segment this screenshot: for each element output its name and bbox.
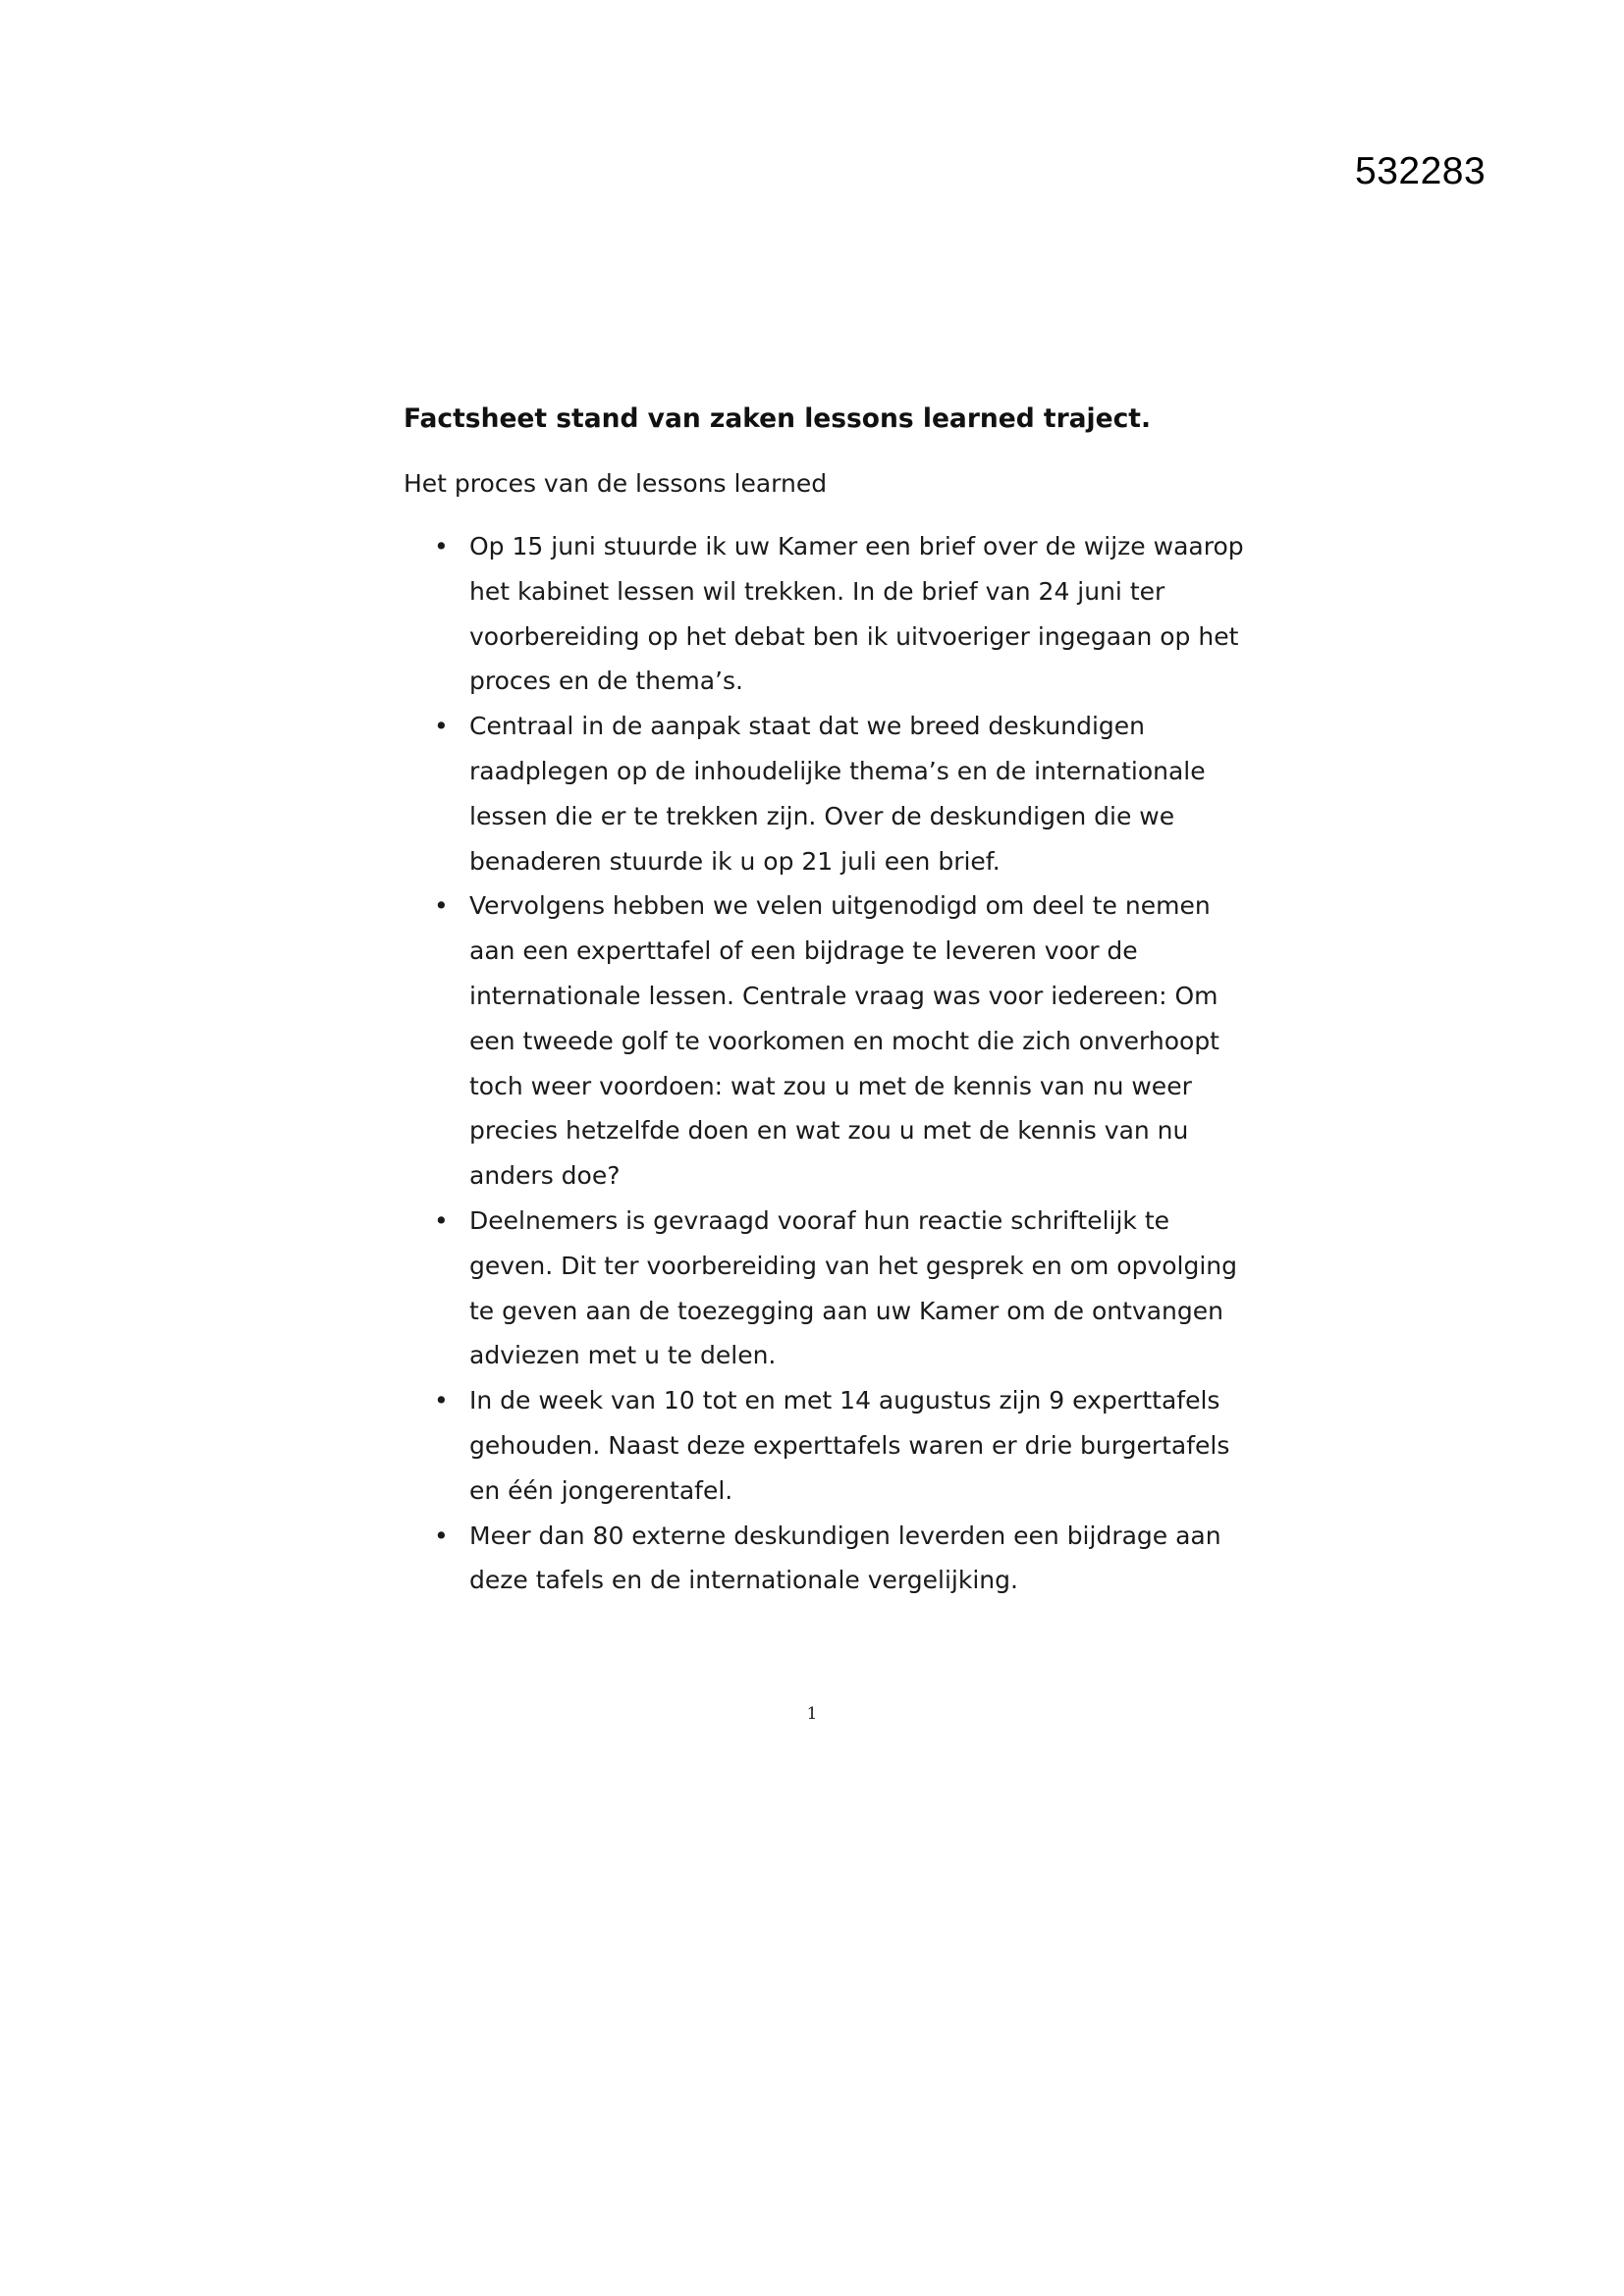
document-number: 532283 (1355, 150, 1487, 192)
document-title: Factsheet stand van zaken lessons learned traject. (404, 403, 1152, 434)
document-body (404, 400, 1248, 1603)
bullet-item (434, 704, 1248, 883)
bullet-text: In de week van 10 tot en met 14 augustus zijn 9 experttafels gehouden. Naast deze experttafels waren er drie burgertafels en één jongerentafel. (469, 1386, 1230, 1505)
page-number: 1 (806, 1704, 818, 1724)
section-subtitle: Het proces van de lessons learned (404, 469, 828, 498)
bullet-text: Centraal in de aanpak staat dat we breed deskundigen raadplegen op de inhoudelijke thema’s en de internationale lessen die er te trekken zijn. Over de deskundigen die we benaderen stuurde ik u op 21 juli een brief. (469, 712, 1206, 876)
bullet-icon: • (434, 891, 449, 921)
bullet-item (434, 1514, 1248, 1604)
bullet-text: Vervolgens hebben we velen uitgenodigd om deel te nemen aan een experttafel of een bijdrage te leveren voor de internationale lessen. Centrale vraag was voor iedereen: Om een tweede golf te voorkomen en mocht die zich onverhoopt toch weer voordoen: wat zou u met de kennis van nu weer precies hetzelfde doen en wat zou u met de kennis van nu anders doe? (469, 891, 1219, 1191)
bullet-item (434, 883, 1248, 1199)
bullet-text: Meer dan 80 externe deskundigen leverden een bijdrage aan deze tafels en de internationale vergelijking. (469, 1521, 1221, 1595)
bullet-item (434, 1378, 1248, 1513)
bullet-icon: • (434, 712, 449, 741)
bullet-icon: • (434, 1521, 449, 1550)
bullet-icon: • (434, 1386, 449, 1415)
bullet-text: Op 15 juni stuurde ik uw Kamer een brief over de wijze waarop het kabinet lessen wil trekken. In de brief van 24 juni ter voorbereiding op het debat ben ik uitvoeriger ingegaan op het proces en de thema’s. (469, 532, 1244, 696)
bullet-icon: • (434, 1205, 449, 1235)
bullet-item (434, 524, 1248, 704)
bullet-item (434, 1199, 1248, 1378)
bullet-list (404, 524, 1248, 1603)
bullet-text: Deelnemers is gevraagd vooraf hun reactie schriftelijk te geven. Dit ter voorbereiding van het gesprek en om opvolging te geven aan de toezegging aan uw Kamer om de ontvangen adviezen met u te delen. (469, 1205, 1238, 1370)
bullet-icon: • (434, 532, 449, 561)
